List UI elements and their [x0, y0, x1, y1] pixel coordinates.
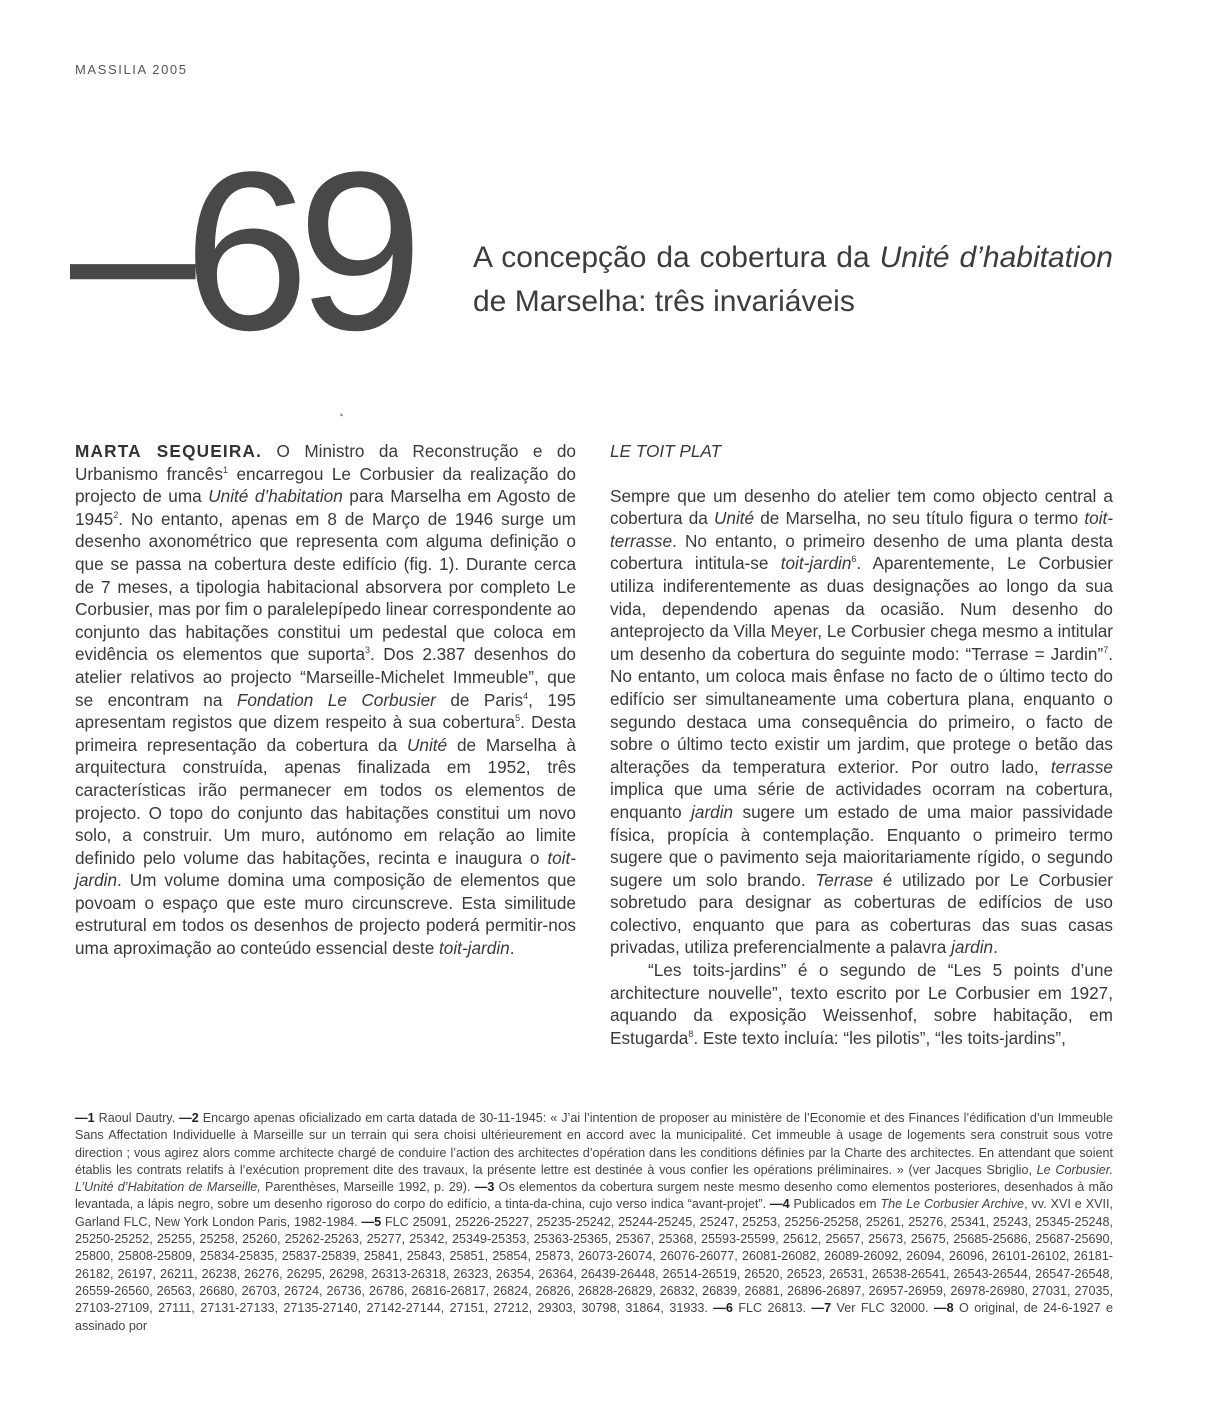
chapter-number: –69 [70, 124, 412, 377]
italic-term: Le Corbusier. L’Unité d’Habitation de Marseille, [75, 1162, 1113, 1195]
footnote-text: O original, de 24-6-1927 e assinado por [75, 1301, 1114, 1333]
body-text: . [993, 937, 998, 958]
body-text: . Desta primeira representação da cobertura da [75, 712, 576, 755]
body-text: de Paris [435, 689, 524, 710]
body-text: . No entanto, apenas em 8 de Março de 1946 surge um desenho axonométrico que representa com alguma definição o que se passa na cobertura deste edifício (fig. 1). Durante cerca de 7 meses, a tipologia habitacional absorvera por completo Le Corbusier, mas por fim o paralelepípedo linear correspondente ao conjunto das habitações constitui um pedestal que coloca em evidência os elementos que suporta [75, 508, 576, 665]
intro-body [75, 441, 576, 958]
author-name: MARTA SEQUEIRA. [75, 441, 263, 461]
footnote-text: Encargo apenas oficializado em carta datada de 30-11-1945: « J’ai l’intention de proposer au ministère de l’Economie et des Finances l’édification d’un Immeuble Sans Affectation Individuelle à Marseille sur un terrain qui sera choisi ultérieurement en accord avec la municipalité. Cet immeuble à usage de logements sera construit sous votre direction ; vous agirez alors comme architecte chargé de conduire l’action des architectes d’opération dans les conditions définies par la Charte des architectes. En attendant que soient établis les contrats relatifs à l’exécution proprement dite des travaux, la présente lettre est destinée à vous confier les opérations préliminaires. » (ver Jacques Sbriglio, [75, 1111, 1113, 1177]
body-text: O Ministro da Reconstrução e do Urbanismo francês [75, 441, 576, 484]
italic-term: toit-jardin [439, 938, 510, 959]
body-text: Sempre que um desenho do atelier tem como objecto central a cobertura da [610, 485, 1113, 529]
intro-paragraph [75, 440, 576, 960]
footnote-ref: 8 [688, 1028, 694, 1039]
body-text: de Marselha, no seu título figura o termo [754, 508, 1085, 529]
body-text: . No entanto, um coloca mais ênfase no facto de o último tecto do edifício ser simultaneamente uma cobertura plana, enquanto o segundo destaca uma consequência do primeiro, o facto de sobre o último tecto existir um jardim, que protege o betão das alterações da temperatura exterior. Por outro lado, [610, 643, 1113, 777]
left-column [75, 440, 576, 960]
footnote-ref: 3 [365, 645, 371, 656]
body-text: . Dos 2.387 desenhos do atelier relativos ao projecto “Marseille-Michelet Immeuble”, que se encontram na [75, 644, 576, 710]
body-text: . No entanto, o primeiro desenho de uma planta desta cobertura intitula-se [610, 530, 1113, 574]
italic-term: jardin [951, 937, 994, 958]
footnote-marker: —5 [361, 1214, 382, 1229]
scan-mark [340, 413, 344, 416]
footnote-text: Os elementos da cobertura surgem neste mesmo desenho como elementos posteriores, desenhados à mão levantada, a lápis negro, sobre um desenho rigoroso do corpo do edifício, a tinta-da-china, cujo verso indica “avant-projet”. [75, 1180, 1113, 1212]
body-text: . [509, 938, 515, 959]
italic-term: Unité [406, 734, 448, 755]
footnote-text: Publicados em [789, 1197, 881, 1212]
footnote-text: FLC 25091, 25226-25227, 25235-25242, 25244-25245, 25247, 25253, 25256-25258, 25261, 25276, 25341, 25243, 25345-25248, 25250-25252, 25255, 25258, 25260, 25262-25263, 25277, 25342, 25349-25353, 25363-25365, 25367, 25368, 25593-25599, 25612, 25657, 25673, 25675, 25685-25686, 25687-25690, 25800, 25808-25809, 25834-25835, 25837-25839, 25841, 25843, 25851, 25854, 25873, 26073-26074, 26076-26077, 26081-26082, 26089-26092, 26094, 26096, 26101-26102, 26181-26182, 26197, 26211, 26238, 26276, 26295, 26298, 26313-26318, 26323, 26354, 26364, 26439-26448, 26514-26519, 26520, 26523, 26531, 26538-26541, 26543-26544, 26547-26548, 26559-26560, 26563, 26680, 26703, 26724, 26736, 26786, 26816-26817, 26824, 26826, 26828-26829, 26832, 26839, 26881, 26896-26897, 26957-26959, 26978-26980, 27031, 27035, 27103-27109, 27111, 27131-27133, 27135-27140, 27142-27144, 27151, 27212, 29303, 30798, 31864, 31933. [75, 1214, 1114, 1316]
footnote-marker: —8 [933, 1301, 954, 1316]
italic-term: Fondation Le Corbusier [236, 689, 436, 710]
body-text: , 195 apresentam registos que dizem respeito à sua cobertura [75, 689, 576, 733]
running-head: MASSILIA 2005 [75, 62, 188, 77]
body-text: . Este texto incluía: “les pilotis”, “les toits-jardins”, [693, 1027, 1066, 1048]
body-paragraph [610, 959, 1113, 1049]
italic-term: Unité d’habitation [208, 486, 343, 507]
body-text: para Marselha em Agosto de 1945 [75, 486, 576, 529]
right-column [610, 440, 1113, 1049]
body-text: é utilizado por Le Corbusier sobretudo para designar as coberturas de edifícios de uso colectivo, enquanto que para as coberturas das suas casas privadas, utiliza preferencialmente a palavra [610, 869, 1113, 958]
body-text: . Aparentemente, Le Corbusier utiliza indiferentemente as duas designações ao longo da sua vida, dependendo apenas da ocasião. Num desenho do anteprojecto da Villa Meyer, Le Corbusier chega mesmo a intitular um desenho da cobertura do seguinte modo: “Terrase = Jardin” [610, 553, 1113, 664]
italic-term: terrasse [1050, 756, 1113, 777]
footnote-ref: 2 [113, 509, 119, 520]
footnote-ref: 7 [1103, 644, 1109, 655]
title-text: de Marselha: três invariáveis [473, 285, 855, 318]
italic-term: Terrase [815, 869, 874, 890]
footnote-marker: —2 [179, 1111, 199, 1125]
title-text: A concepção da cobertura da [473, 241, 880, 274]
footnotes [75, 1110, 1113, 1335]
body-text: “Les toits-jardins” é o segundo de “Les 5 points d’une architecture nouvelle”, texto escrito por Le Corbusier em 1927, aquando da exposição Weissenhof, sobre habitação, em Estugarda [610, 960, 1113, 1048]
italic-term: toit-jardin [75, 847, 576, 891]
body-paragraph [610, 485, 1113, 959]
footnote-marker: —4 [770, 1197, 790, 1212]
title-italic: Unité d’habitation [879, 241, 1113, 274]
italic-term: toit-jardin [780, 553, 852, 574]
footnote-marker: —6 [713, 1301, 733, 1316]
footnote-marker: —7 [811, 1301, 832, 1316]
footnote-marker: —3 [474, 1180, 495, 1195]
footnote-text: Parenthèses, Marseille 1992, p. 29). [260, 1180, 475, 1195]
body-text: de Marselha à arquitectura construída, apenas finalizada em 1952, três características irão permanecer em todos os elementos de projecto. O topo do conjunto das habitações constitui um novo solo, a construir. Um muro, autónomo em relação ao limite definido pelo volume das habitações, recinta e inaugura o [75, 734, 576, 868]
footnote-text: FLC 26813. [732, 1301, 812, 1316]
section-heading: LE TOIT PLAT [610, 441, 722, 461]
right-body [610, 485, 1113, 1050]
footnote-text: Raoul Dautry. [94, 1111, 180, 1125]
body-text: encarregou Le Corbusier da realização do projecto de uma [75, 463, 576, 507]
italic-term: jardin [691, 801, 734, 822]
italic-term: The Le Corbusier Archive [880, 1197, 1025, 1212]
footnote-ref: 5 [515, 713, 521, 724]
italic-term: Unité [713, 508, 755, 529]
footnote-ref: 6 [851, 554, 857, 565]
body-text: sugere um estado de uma maior passividade física, propícia à contemplação. Enquanto o primeiro termo sugere que o pavimento seja maioritariamente rígido, o segundo sugere um solo brando. [610, 801, 1113, 890]
body-text: . Um volume domina uma composição de elementos que povoam o espaço que este muro circunscreve. Esta similitude estrutural em todos os desenhos de projecto poderá permitir-nos uma aproximação ao conteúdo essencial deste [75, 870, 576, 959]
footnote-ref: 1 [222, 464, 228, 475]
footnote-ref: 4 [523, 690, 529, 701]
article-title [473, 236, 1113, 324]
footnote-text: Ver FLC 32000. [831, 1301, 934, 1316]
footnote-text: , vv. XVI e XVII, Garland FLC, New York London Paris, 1982-1984. [75, 1197, 1113, 1229]
body-text: implica que uma série de actividades ocorram na cobertura, enquanto [610, 779, 1113, 822]
footnote-marker: —1 [75, 1111, 95, 1125]
italic-term: toit-terrasse [610, 508, 1114, 551]
